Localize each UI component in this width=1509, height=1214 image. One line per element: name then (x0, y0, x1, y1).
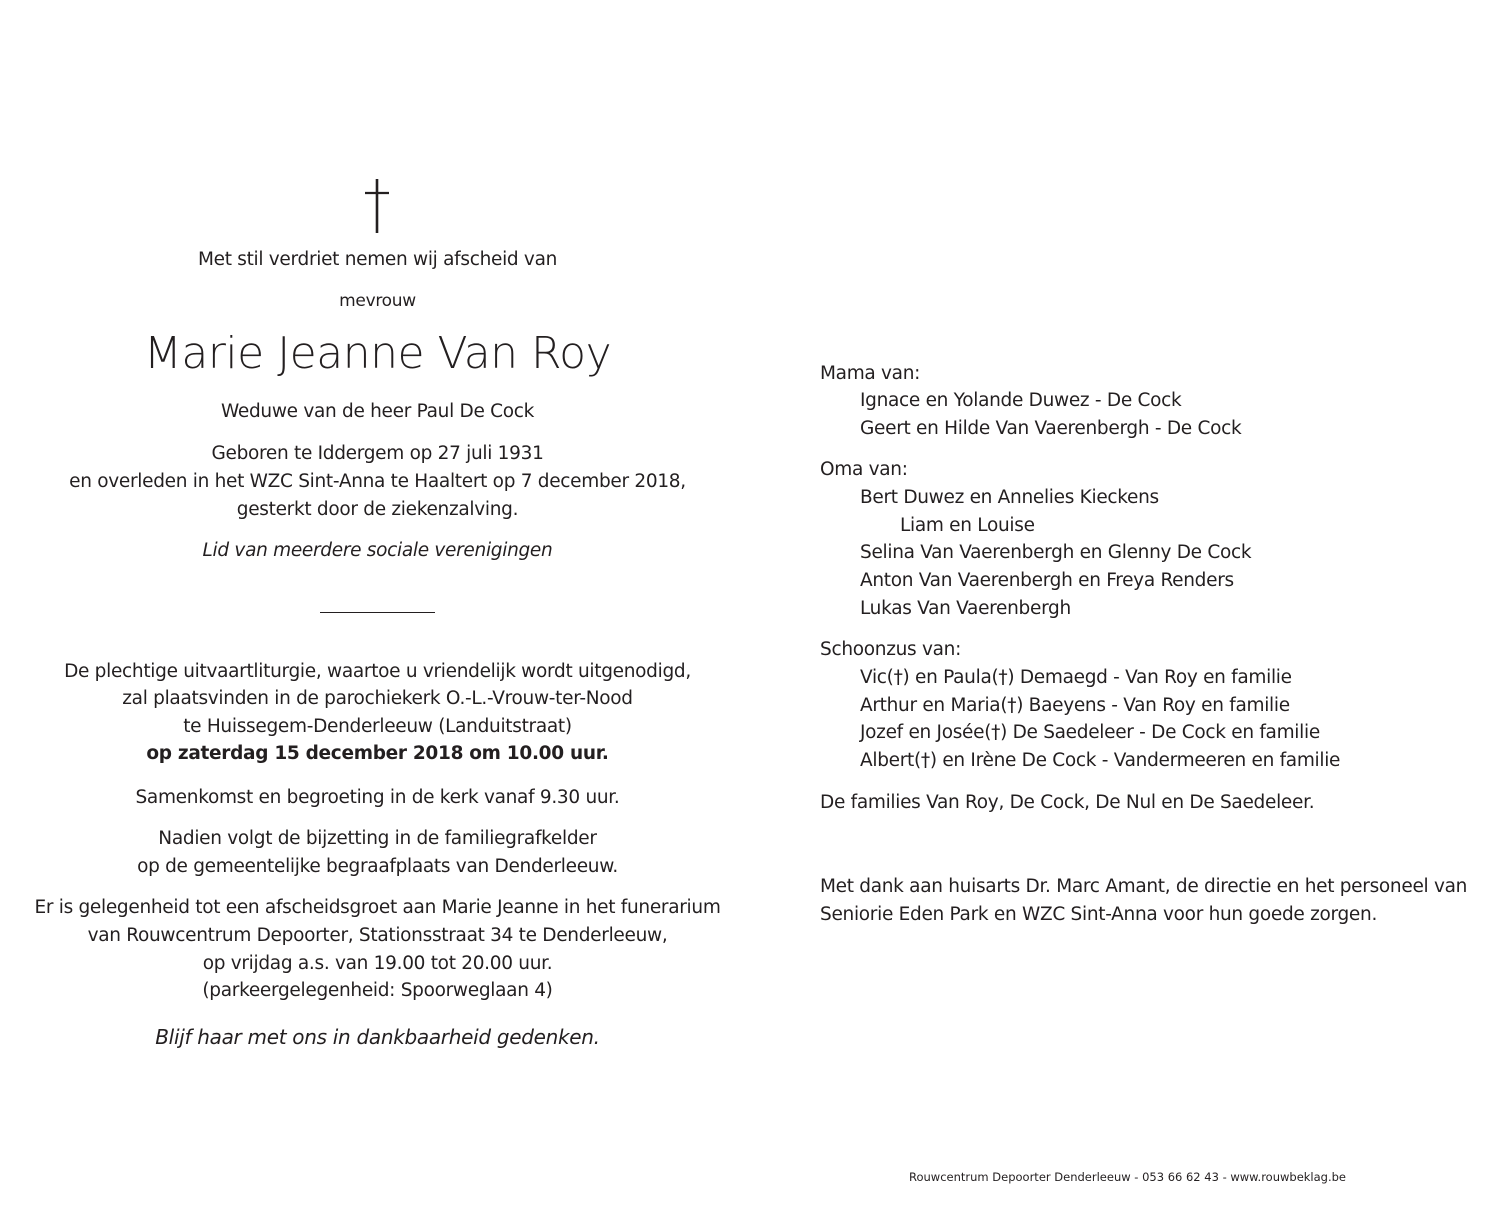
families-line: De families Van Roy, De Cock, De Nul en De Saedeleer. (820, 792, 1315, 813)
death-line: en overleden in het WZC Sint-Anna te Haaltert op 7 december 2018, (69, 471, 686, 492)
gathering-line: Samenkomst en begroeting in de kerk vanaf 9.30 uur. (135, 787, 620, 808)
list-item: Selina Van Vaerenbergh en Glenny De Cock (860, 542, 1252, 563)
list-item: Arthur en Maria(†) Baeyens - Van Roy en familie (860, 695, 1290, 716)
list-item: Lukas Van Vaerenbergh (860, 598, 1071, 619)
burial-line-2: op de gemeentelijke begraafplaats van Denderleeuw. (137, 856, 618, 877)
schoonzus-heading: Schoonzus van: (820, 639, 961, 660)
list-item: Liam en Louise (900, 515, 1035, 536)
farewell-line-4: (parkeergelegenheid: Spoorweglaan 4) (202, 980, 553, 1001)
thanks-line-2: Seniorie Eden Park en WZC Sint-Anna voor hun goede zorgen. (820, 904, 1378, 925)
farewell-line-1: Er is gelegenheid tot een afscheidsgroet aan Marie Jeanne in het funerarium (34, 897, 721, 918)
widow-line: Weduwe van de heer Paul De Cock (220, 401, 535, 422)
list-item: Vic(†) en Paula(†) Demaegd - Van Roy en familie (860, 667, 1292, 688)
liturgy-date: op zaterdag 15 december 2018 om 10.00 uur. (146, 743, 609, 764)
liturgy-line-2: zal plaatsvinden in de parochiekerk O.-L.-Vrouw-ter-Nood (122, 688, 633, 709)
closing-line: Blijf haar met ons in dankbaarheid gedenken. (155, 1025, 600, 1049)
membership-line: Lid van meerdere sociale verenigingen (202, 540, 553, 561)
farewell-line-2: van Rouwcentrum Depoorter, Stationsstraat 34 te Denderleeuw, (87, 925, 668, 946)
farewell-line-3: op vrijdag a.s. van 19.00 tot 20.00 uur. (202, 953, 553, 974)
list-item: Bert Duwez en Annelies Kieckens (860, 487, 1159, 508)
liturgy-line-3: te Huissegem-Denderleeuw (Landuitstraat) (183, 716, 572, 737)
oma-heading: Oma van: (820, 459, 908, 480)
liturgy-line-1: De plechtige uitvaartliturgie, waartoe u vriendelijk wordt uitgenodigd, (64, 661, 691, 682)
deceased-name: Marie Jeanne Van Roy (143, 328, 612, 379)
burial-line-1: Nadien volgt de bijzetting in de familiegrafkelder (158, 828, 597, 849)
birth-line: Geboren te Iddergem op 27 juli 1931 (211, 443, 544, 464)
footer-credit: Rouwcentrum Depoorter Denderleeuw - 053 66 62 43 - www.rouwbeklag.be (909, 1170, 1346, 1184)
intro-text: Met stil verdriet nemen wij afscheid van (197, 249, 558, 270)
cross-icon (359, 178, 395, 234)
divider (320, 612, 435, 613)
salutation: mevrouw (339, 291, 416, 311)
list-item: Geert en Hilde Van Vaerenbergh - De Cock (860, 418, 1242, 439)
thanks-line-1: Met dank aan huisarts Dr. Marc Amant, de directie en het personeel van (820, 876, 1468, 897)
sacrament-line: gesterkt door de ziekenzalving. (236, 499, 519, 520)
mama-heading: Mama van: (820, 363, 921, 384)
list-item: Jozef en Josée(†) De Saedeleer - De Cock en familie (860, 722, 1320, 743)
list-item: Ignace en Yolande Duwez - De Cock (860, 390, 1182, 411)
list-item: Albert(†) en Irène De Cock - Vandermeeren en familie (860, 750, 1341, 771)
list-item: Anton Van Vaerenbergh en Freya Renders (860, 570, 1234, 591)
